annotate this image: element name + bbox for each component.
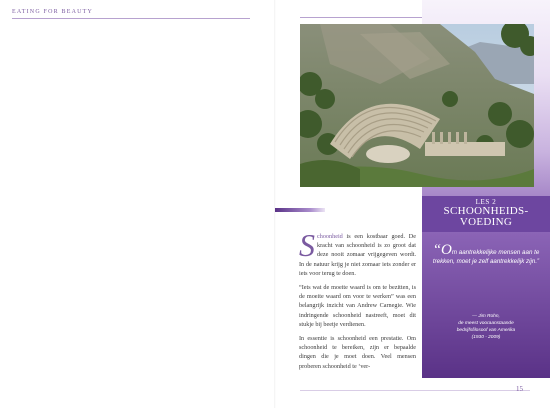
paragraph-3: In essentie is schoonheid een prestatie. Om schoonheid te bereiken, zijn er bepaalde dingen die je moet doen. Veel mensen proberen schoonheid te ‘ver-: [299, 335, 416, 370]
ancient-theatre-photo: [300, 24, 534, 187]
ancient-theatre-photo-illustration: [300, 24, 534, 187]
quote-author-desc-1: de meest vooraanstaande: [458, 321, 514, 326]
paragraph-2: “Iets wat de moeite waard is om te bezitten, is de moeite waard om voor te werken” was een belangrijk inzicht van Andrew Carnegie. Wie indringende schoonheid nastreeft, moet dit stukje bij beetje verdienen.: [299, 284, 416, 328]
quote-author-years: (1930 - 2009): [471, 335, 501, 340]
drop-cap: S: [299, 227, 315, 263]
pull-quote: [428, 242, 544, 266]
quote-author-desc-2: bedrijfsfilosoof van Amerika: [456, 328, 516, 333]
lesson-label: LES 2: [475, 198, 497, 206]
page-number: 15: [516, 385, 523, 393]
lesson-title-box: [422, 196, 550, 232]
running-header: EATING FOR BEAUTY: [12, 9, 250, 19]
quote-author: — Jim Rohn,: [472, 314, 500, 319]
paragraph-1-text: is een kostbaar goed. De kracht van schoonheid is zo groot dat deze nooit zomaar vrijgegeven wordt. In de natuur krijg je niet zomaar iets zonder er iets voor terug te doen.: [299, 233, 416, 277]
paragraph-1: [299, 227, 416, 278]
quote-initial: “O: [432, 242, 452, 258]
lesson-title-line1: SCHOONHEIDS-: [443, 205, 529, 217]
header-rule: [300, 17, 422, 18]
gutter: [274, 0, 276, 408]
quote-attribution: [428, 313, 544, 341]
accent-bar: [275, 208, 325, 212]
lesson-title-line2: VOEDING: [459, 216, 513, 228]
footer-rule: [300, 390, 530, 391]
body-text: [299, 227, 416, 376]
first-word: choonheid: [317, 233, 343, 240]
quote-text: m aantrekkelijke mensen aan te trekken, moet je zelf aantrekkelijk zijn.”: [432, 249, 540, 265]
